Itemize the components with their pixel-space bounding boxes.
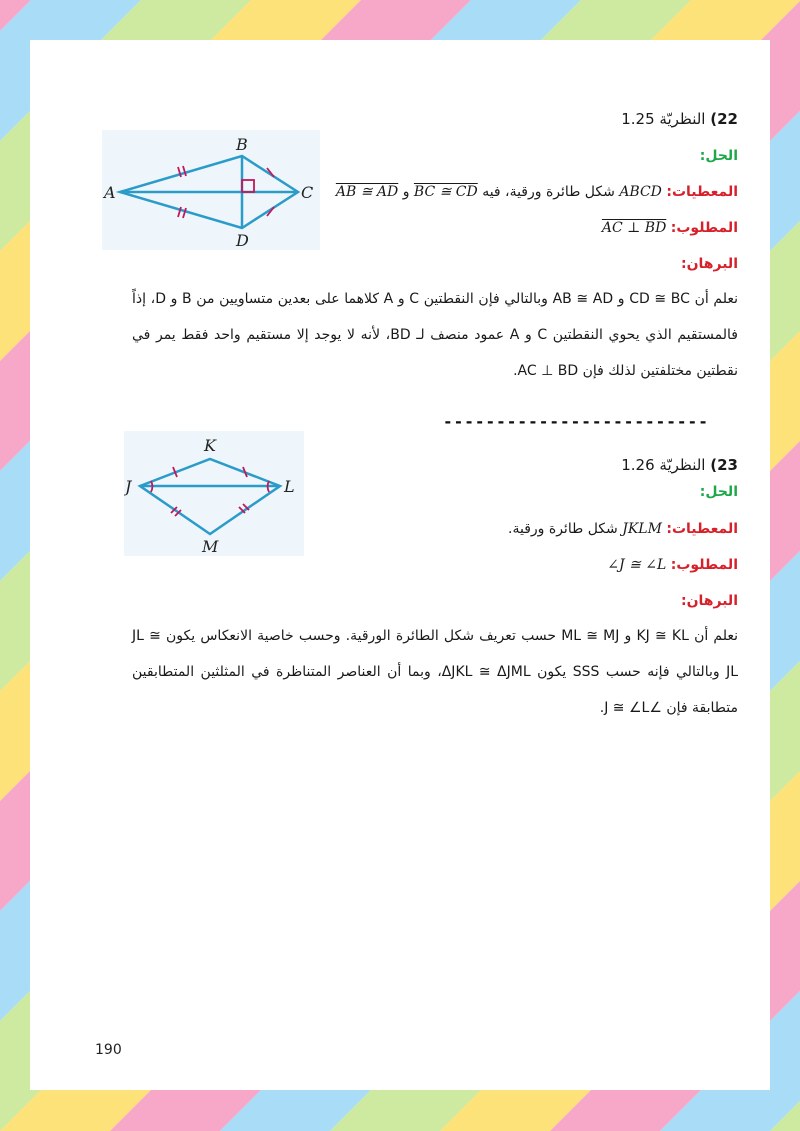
vertex-m-label: M [202,537,219,556]
vertex-d-label: D [236,231,249,250]
given-kite-name: ABCD [619,184,662,200]
given-label: المعطيات: [666,184,738,200]
theorem-2-proof: نعلم أن KJ ≅ KL و ML ≅ MJ حسب تعريف شكل الطائرة الورقية. وحسب خاصية الانعكاس يكون JL ≅ JL وبالتالي فإنه حسب SSS يكون ΔJKL ≅ ΔJML، وبما أن العناصر المتناظرة في المثلثين المتطابقين متطابقة فإن ∠J ≅ ∠L. [132,628,739,716]
theorem-2-solution-label: الحل: [699,484,738,500]
vertex-l-label: L [284,477,295,496]
theorem-1-number: 22) [710,110,738,128]
theorem-2-heading [621,456,738,474]
vertex-b-label: B [236,135,248,154]
required-label: المطلوب: [670,557,738,573]
theorem-1-proof-label: البرهان: [681,256,738,272]
figure-background [102,130,320,250]
page-number: 190 [95,1042,122,1058]
kite-abcd-figure [102,130,320,250]
section-separator: ------------------------- [443,412,709,431]
given-text: شكل طائرة ورقية. [508,521,618,537]
theorem-1-solution-label: الحل: [699,148,738,164]
required-math: ∠J ≅ ∠L [607,557,667,573]
given-and: و [402,184,410,200]
vertex-k-label: K [204,436,216,455]
vertex-j-label: J [125,477,132,496]
theorem-1-title: النظريّة 1.25 [621,110,706,128]
theorem-1-heading [621,110,738,128]
theorem-2-proof-label: البرهان: [681,593,738,609]
theorem-1-required [602,220,738,236]
given-kite-name: JKLM [622,521,662,537]
required-label: المطلوب: [670,220,738,236]
theorem-2-given [508,521,738,537]
given-label: المعطيات: [666,521,738,537]
theorem-2-title: النظريّة 1.26 [621,456,706,474]
theorem-2-number: 23) [710,456,738,474]
theorem-1-given [336,184,738,200]
vertex-a-label: A [104,183,116,202]
given-math-1: BC ≅ CD [413,184,478,200]
theorem-2-required [607,557,738,573]
given-math-2: AB ≅ AD [335,184,399,200]
required-math: AC ⊥ BD [601,220,667,236]
given-text: شكل طائرة ورقية، فيه [482,184,615,200]
theorem-1-proof: نعلم أن CD ≅ BC و AB ≅ AD وبالتالي فإن النقطتين C و A كلاهما على بعدين متساويين من B و D، إذاً فالمستقيم الذي يحوي النقطتين C و A عمود منصف لـ BD، لأنه لا يوجد إلا مستقيم واحد فقط يمر في نقطتين مختلفتين لذلك فإن AC ⊥ BD. [132,291,738,379]
kite-jklm-figure [124,431,304,556]
vertex-c-label: C [301,183,314,202]
